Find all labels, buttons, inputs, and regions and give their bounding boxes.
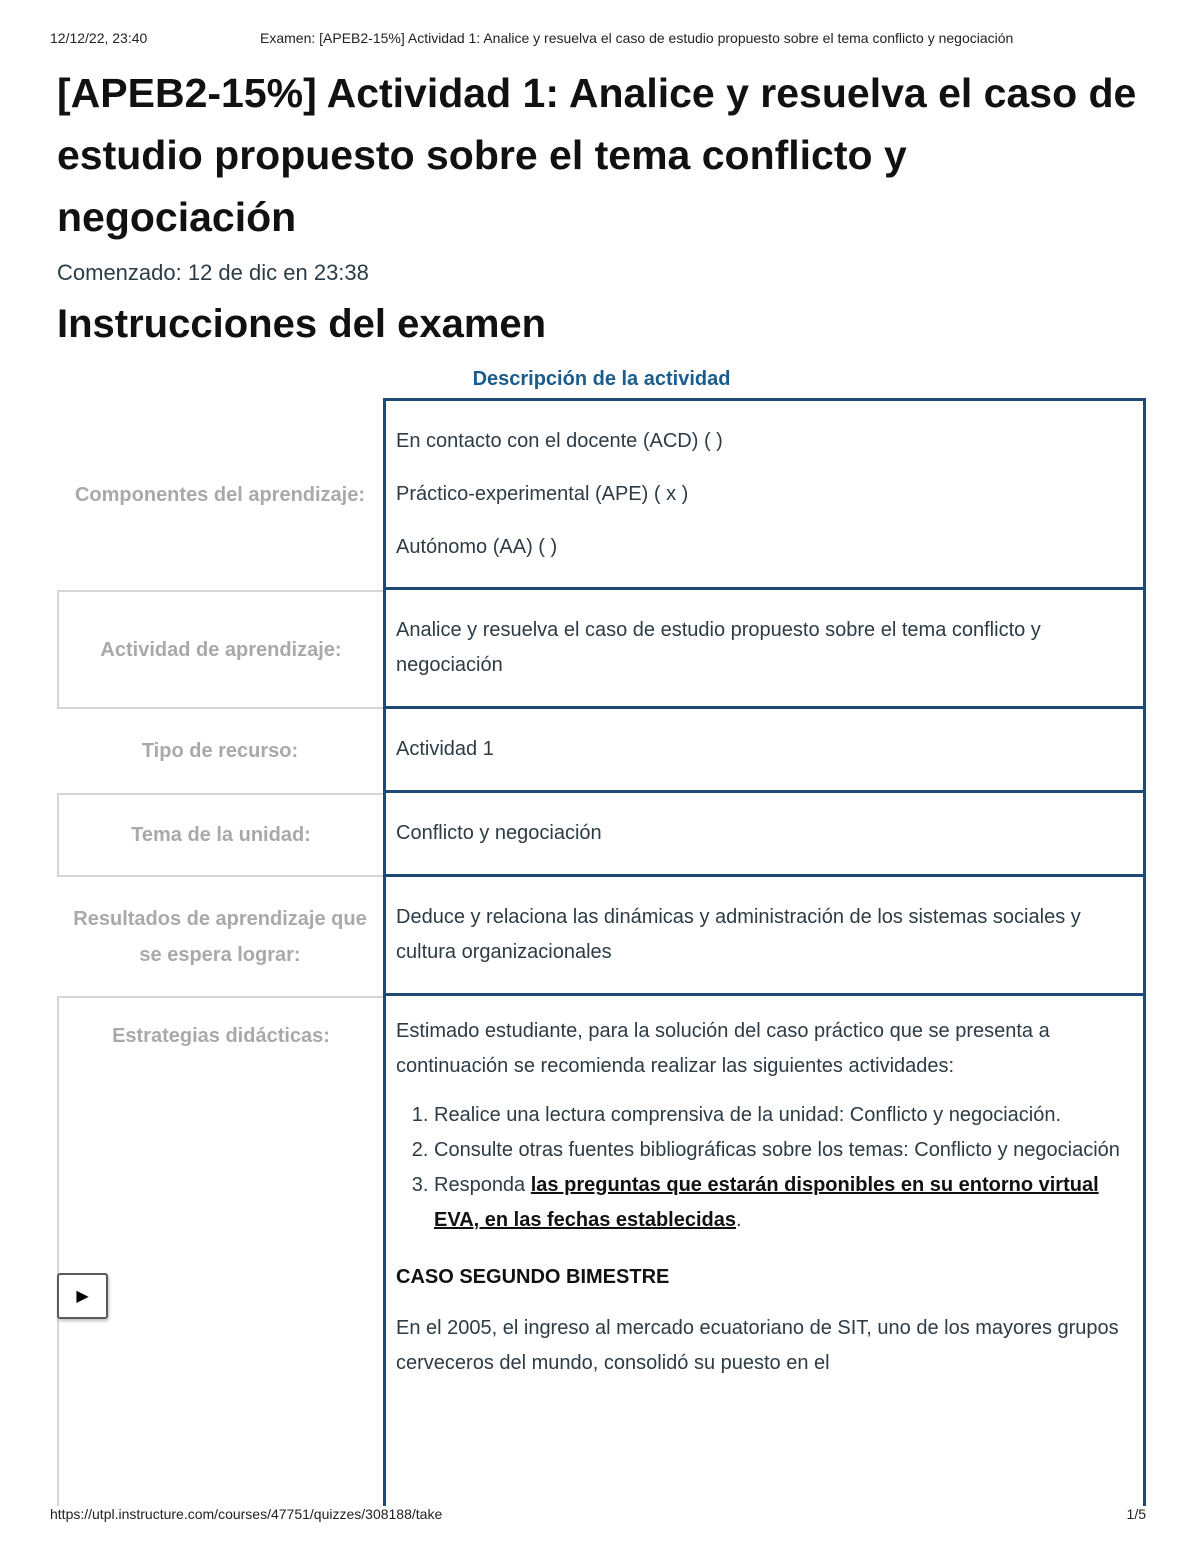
eva-questions-link[interactable]: las preguntas que estarán disponibles en su entorno virtual EVA, en las fechas establecidas: [434, 1174, 1099, 1231]
estrategias-steps: [396, 1098, 1133, 1238]
step-3-end: .: [736, 1209, 742, 1231]
estrategias-intro: Estimado estudiante, para la solución del caso práctico que se presenta a continuación se recomienda realizar las siguientes actividades:: [396, 1020, 1050, 1077]
value-resultados: [383, 877, 1146, 996]
print-header: [50, 30, 1150, 50]
value-resultados-text: Deduce y relaciona las dinámicas y administración de los sistemas sociales y cultura organizacionales: [396, 906, 1081, 963]
componente-ape: Práctico-experimental (APE) ( x ): [396, 482, 689, 505]
value-componentes: [383, 398, 1146, 590]
play-icon: ▶: [76, 1288, 89, 1305]
page-url: https://utpl.instructure.com/courses/47751/quizzes/308188/take: [50, 1506, 443, 1522]
page-title: [APEB2-15%] Actividad 1: Analice y resuelva el caso de estudio propuesto sobre el tema conflicto y negociación: [57, 70, 1137, 240]
step-item: 1. Realice una lectura comprensiva de la unidad: Conflicto y negociación.: [434, 1098, 1133, 1133]
play-button[interactable]: [57, 1273, 108, 1319]
componente-aa: Autónomo (AA) ( ): [396, 535, 558, 558]
case-heading: CASO SEGUNDO BIMESTRE: [396, 1266, 670, 1288]
value-tipo-text: Actividad 1: [396, 738, 494, 760]
label-actividad: Actividad de aprendizaje:: [57, 590, 383, 709]
table-caption: Descripción de la actividad: [472, 368, 731, 390]
value-tipo: [383, 709, 1146, 793]
label-resultados: Resultados de aprendizaje que se espera lograr:: [73, 907, 367, 966]
section-title: Instrucciones del examen: [57, 302, 547, 346]
value-estrategias: [383, 996, 1146, 1506]
step-item: [434, 1168, 1133, 1238]
case-text: En el 2005, el ingreso al mercado ecuatoriano de SIT, uno de los mayores grupos cerveceros del mundo, consolidó su puesto en el: [396, 1317, 1119, 1374]
label-tema: Tema de la unidad:: [57, 793, 383, 877]
step-item: 2. Consulte otras fuentes bibliográficas sobre los temas: Conflicto y negociación: [434, 1133, 1133, 1168]
value-actividad-text: Analice y resuelva el caso de estudio propuesto sobre el tema conflicto y negociación: [396, 619, 1041, 676]
value-tema-text: Conflicto y negociación: [396, 822, 602, 844]
label-tipo: Tipo de recurso:: [141, 740, 299, 762]
componente-acd: En contacto con el docente (ACD) ( ): [396, 429, 723, 452]
started-timestamp: Comenzado: 12 de dic en 23:38: [57, 260, 369, 285]
print-title: Examen: [APEB2-15%] Actividad 1: Analice y resuelva el caso de estudio propuesto sobre el tema conflicto y negociación: [260, 30, 1014, 46]
step-3-text: Responda: [434, 1174, 531, 1196]
value-actividad: [383, 590, 1146, 709]
label-componentes: Componentes del aprendizaje:: [74, 484, 366, 506]
label-estrategias: Estrategias didácticas:: [57, 996, 383, 1506]
print-footer: [50, 1506, 1150, 1526]
print-date: 12/12/22, 23:40: [50, 30, 148, 46]
value-tema: [383, 793, 1146, 877]
page-number: 1/5: [1126, 1506, 1146, 1522]
